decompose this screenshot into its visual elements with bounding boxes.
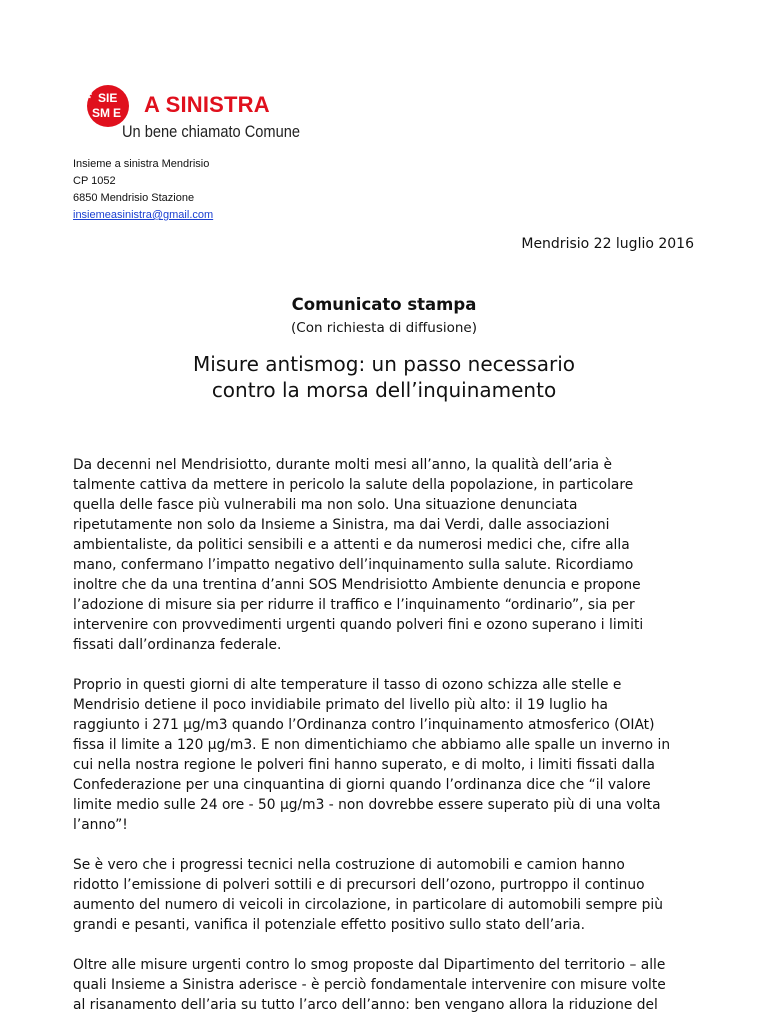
paragraph-line: cui nella nostra regione le polveri fini hanno superato, e di molto, i limiti fissati dalla [73,757,655,773]
paragraph-line: intervenire con provvedimenti urgenti quando polveri fini e ozono superano i limiti [73,617,644,633]
logo-letters-4: E [113,106,122,120]
paragraph-line: quali Insieme a Sinistra aderisce - è perciò fondamentale intervenire con misure volte [73,977,666,993]
logo-letters-3: SM [92,106,110,120]
paragraph-line: Proprio in questi giorni di alte temperature il tasso di ozono schizza alle stelle e [73,677,622,693]
sender-name: Insieme a sinistra Mendrisio [73,158,210,170]
logo-tagline: Un bene chiamato Comune [122,122,300,141]
paragraph-line: fissati dall’ordinanza federale. [73,637,282,653]
logo-letters-2: SIE [98,91,118,105]
paragraph-line: Da decenni nel Mendrisiotto, durante molti mesi all’anno, la qualità dell’aria è [73,457,612,473]
paragraph-line: Confederazione per una cinquantina di giorni quando l’ordinanza dice che “il valore [73,777,651,793]
paragraph-line: fissa il limite a 120 μg/m3. E non dimentichiamo che abbiamo alle spalle un inverno in [73,737,671,753]
sender-po-box: CP 1052 [73,175,116,187]
paragraph-line: ambientaliste, da politici sensibili e a attenti e da numerosi medici che, cifre alla [73,537,630,553]
sender-address [73,156,213,224]
paragraph-line: aumento del numero di veicoli in circolazione, in particolare di automobili sempre più [73,897,663,913]
document-title: Comunicato stampa [291,295,477,314]
paragraph [73,455,703,655]
document-subtitle: (Con richiesta di diffusione) [291,320,477,336]
paragraph-line: ripetutamente non solo da Insieme a Sinistra, ma dai Verdi, dalle associazioni [73,517,610,533]
paragraph-line: inoltre che da una trentina d’anni SOS Mendrisiotto Ambiente denuncia e propone [73,577,641,593]
paragraph [73,955,703,1015]
paragraph-line: ridotto l’emissione di polveri sottili e di precursori dell’ozono, purtroppo il continuo [73,877,645,893]
paragraph-line: limite medio sulle 24 ore - 50 μg/m3 - non dovrebbe essere superato più di una volta [73,797,661,813]
paragraph-line: grandi e pesanti, vanifica il potenziale effetto positivo sullo stato dell’aria. [73,917,585,933]
paragraph-line: l’anno”! [73,817,128,833]
paragraph-line: quella delle fasce più vulnerabili ma non solo. Una situazione denunciata [73,497,578,513]
paragraph-line: l’adozione di misure sia per ridurre il traffico e l’inquinamento “ordinario”, sia per [73,597,635,613]
sender-email-link[interactable]: insiemeasinistra@gmail.com [73,209,214,221]
paragraph-line: Mendrisio detiene il poco invidiabile primato del livello più alto: il 19 luglio ha [73,697,609,713]
logo-letters-1: IN [79,84,97,101]
paragraph-line: talmente cattiva da mettere in pericolo la salute della popolazione, in particolare [73,477,634,493]
paragraph-line: raggiunto i 271 μg/m3 quando l’Ordinanza contro l’inquinamento atmosferico (OIAt) [73,717,655,733]
logo-wordmark: A SINISTRA [144,92,270,117]
paragraph [73,675,703,835]
paragraph-line: mano, confermano l’impatto negativo dell’inquinamento sulla salute. Ricordiamo [73,557,634,573]
headline-line: Misure antismog: un passo necessario [192,352,576,376]
paragraph-line: Se è vero che i progressi tecnici nella costruzione di automobili e camion hanno [73,857,625,873]
document-date: Mendrisio 22 luglio 2016 [521,236,694,252]
paragraph-line: Oltre alle misure urgenti contro lo smog proposte dal Dipartimento del territorio – alle [73,957,666,973]
paragraph-line: al risanamento dell’aria su tutto l’arco dell’anno: ben vengano allora la riduzione del [73,997,658,1013]
paragraph [73,855,703,935]
body-text [73,455,703,1035]
sender-city: 6850 Mendrisio Stazione [73,192,195,204]
headline [0,351,768,403]
headline-line: contro la morsa dell’inquinamento [211,378,557,402]
logo [74,84,314,144]
